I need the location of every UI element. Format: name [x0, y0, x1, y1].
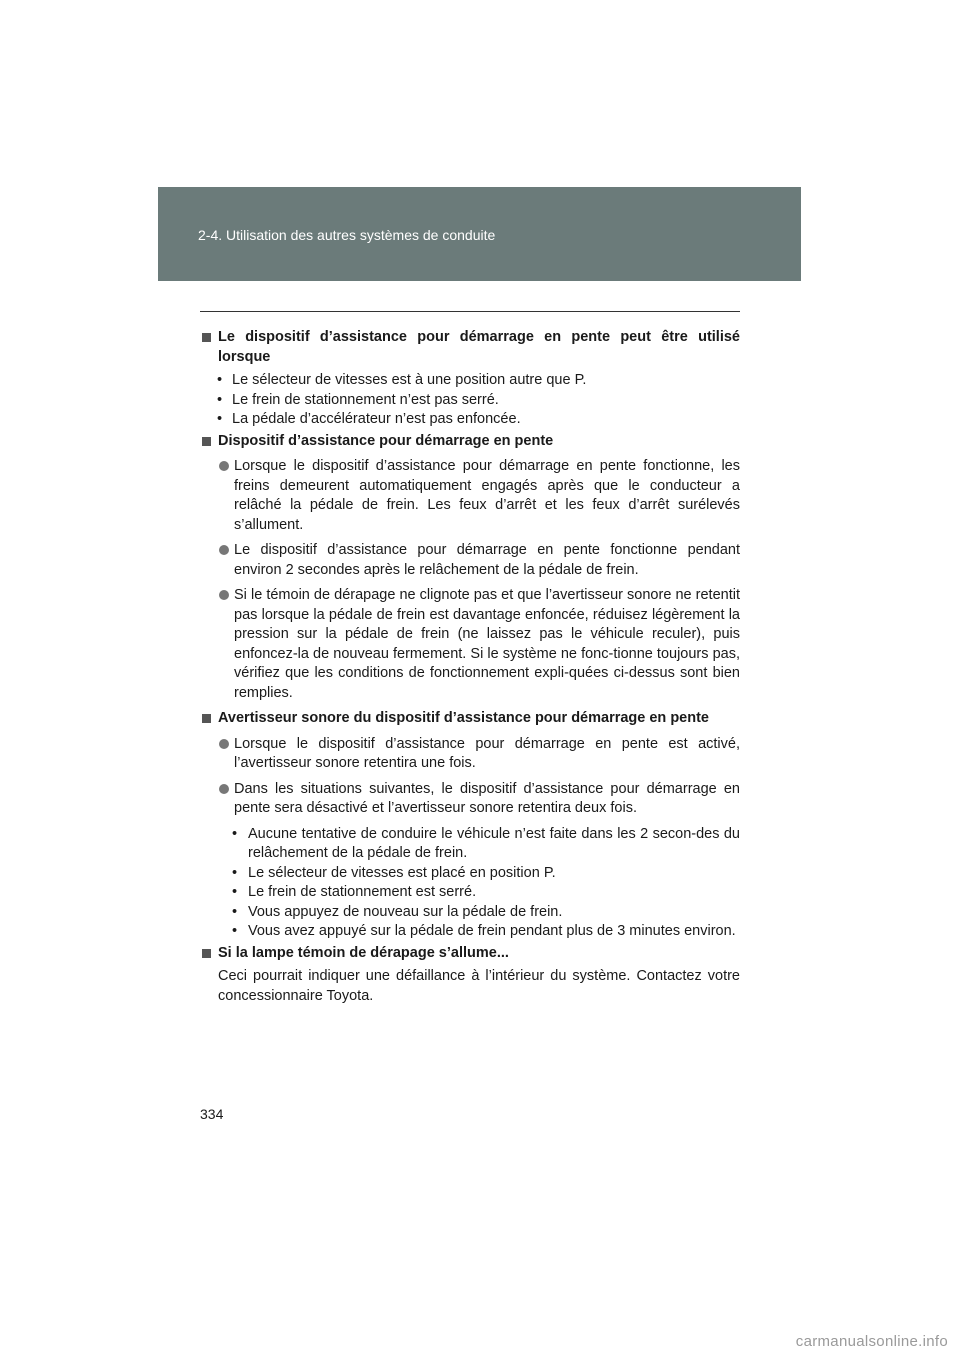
list-item: • Le sélecteur de vitesses est placé en position P.: [200, 864, 740, 884]
list-item: • Aucune tentative de conduire le véhicule n’est faite dans les 2 secon-des du relâchement de la pédale de frein.: [200, 825, 740, 864]
chapter-title: 2-4. Utilisation des autres systèmes de conduite: [198, 227, 496, 243]
list-item: Le dispositif d’assistance pour démarrage en pente fonctionne pendant environ 2 secondes après le relâchement de la pédale de frein.: [200, 541, 740, 580]
section-text: Ceci pourrait indiquer une défaillance à l’intérieur du système. Contactez votre concessionnaire Toyota.: [218, 968, 740, 1004]
watermark: carmanualsonline.info: [795, 1333, 948, 1350]
list-item: • Vous avez appuyé sur la pédale de frein pendant plus de 3 minutes environ.: [200, 922, 740, 942]
page-number: 334: [200, 1106, 224, 1122]
list-item: Lorsque le dispositif d’assistance pour démarrage en pente fonctionne, les freins demeurent automatiquement engagés après que le conducteur a relâché la pédale de frein. Les feux d’arrêt et les feux d’arrêt surélevés s’allument.: [200, 457, 740, 535]
chapter-header: [158, 187, 801, 281]
circle-bullet-icon: [219, 545, 229, 555]
list-item: • Le frein de stationnement est serré.: [200, 883, 740, 903]
situation-list: [200, 825, 740, 942]
list-item: Si le témoin de dérapage ne clignote pas et que l’avertisseur sonore ne retentit pas lorsque la pédale de frein est davantage enfoncée, réduisez légèrement la pression sur la pédale de frein (ne laissez pas le véhicule reculer), puis enfoncez-la de nouveau fermement. Si le système ne fonc-tionne toujours pas, vérifiez que les conditions de fonctionnement expli-quées ci-dessus sont bien remplies.: [200, 586, 740, 703]
list-item: • Vous appuyez de nouveau sur la pédale de frein.: [200, 903, 740, 923]
header-rule: [200, 311, 740, 312]
section-title: Avertisseur sonore du dispositif d’assistance pour démarrage en pente: [200, 709, 740, 729]
condition-list: [200, 371, 740, 430]
circle-bullet-icon: [219, 590, 229, 600]
list-item: • Le frein de stationnement n’est pas serré.: [200, 391, 740, 411]
list-item: • Le sélecteur de vitesses est à une position autre que P.: [200, 371, 740, 391]
square-bullet-icon: [202, 714, 211, 723]
list-item: Dans les situations suivantes, le dispositif d’assistance pour démarrage en pente sera désactivé et l’avertisseur sonore retentira deux fois.: [200, 780, 740, 819]
page-content: [200, 326, 740, 1006]
square-bullet-icon: [202, 333, 211, 342]
circle-bullet-icon: [219, 739, 229, 749]
circle-bullet-icon: [219, 784, 229, 794]
section-title: Dispositif d’assistance pour démarrage en pente: [200, 432, 740, 452]
square-bullet-icon: [202, 949, 211, 958]
section-title: Le dispositif d’assistance pour démarrage en pente peut être utilisé lorsque: [200, 328, 740, 367]
section-title: Si la lampe témoin de dérapage s’allume...: [200, 944, 740, 964]
list-item: • La pédale d’accélérateur n’est pas enfoncée.: [200, 410, 740, 430]
square-bullet-icon: [202, 437, 211, 446]
circle-bullet-icon: [219, 461, 229, 471]
list-item: Lorsque le dispositif d’assistance pour démarrage en pente est activé, l’avertisseur sonore retentira une fois.: [200, 735, 740, 774]
